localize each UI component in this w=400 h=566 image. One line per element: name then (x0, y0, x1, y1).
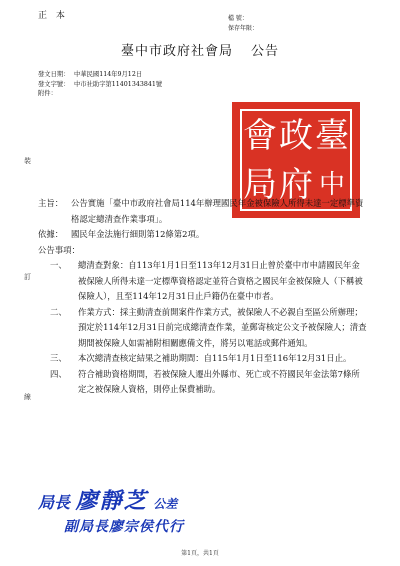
file-info (228, 14, 298, 34)
list-item (38, 367, 368, 398)
item-text: 總清查對象：自113年1月1日至113年12月31日止曾於臺中市申請國民年金被保險人所得未達一定標準資格認定並符合資格之國民年金被保險人（下稱被保險人），且至114年12月31日止戶籍仍在臺中市者。 (78, 260, 363, 301)
copy-mark: 正 本 (38, 11, 68, 21)
announcement-body (38, 196, 368, 398)
list-item (38, 305, 368, 352)
seal-char: 中 (318, 169, 345, 200)
director-title: 局長 (38, 493, 71, 512)
signature-block (38, 490, 184, 538)
deputy-signature: 副局長廖宗侯代行 (64, 519, 184, 535)
seal-char: 臺 (315, 115, 349, 156)
seal-char: 會 (243, 115, 277, 156)
items-heading: 公告事項： (38, 244, 80, 255)
seal-char: 政 (279, 115, 313, 156)
seal-char: 局 (243, 164, 277, 205)
item-number: 一、 (50, 260, 67, 270)
list-item (38, 351, 368, 367)
list-item (38, 258, 368, 305)
director-signature (38, 490, 184, 516)
basis-section (38, 227, 368, 243)
document-meta (38, 70, 162, 99)
item-text: 符合補助資格期間，若被保險人遷出外縣市、死亡或不符國民年金法第7條所定之被保險人資格，則停止保費補助。 (78, 368, 360, 394)
seal-char: 府 (279, 164, 313, 205)
binding-line (24, 0, 34, 566)
director-name: 廖靜芝 (75, 489, 148, 514)
agency-name: 臺中市政府社會局 (120, 44, 233, 59)
attachment-label: 附件： (38, 90, 57, 97)
subject-text: 公告實施「臺中市政府社會局114年辦理國民年金被保險人所得未達一定標準資格認定總清查作業事項」。 (71, 198, 364, 224)
item-number: 二、 (50, 306, 67, 317)
ref-value: 中市社助字第11401343841號 (74, 80, 163, 88)
retention-label: 保存年限： (228, 25, 259, 32)
binding-mark-bottom: 線 (24, 393, 31, 401)
page-title (0, 40, 400, 59)
date-value: 中華民國114年9月12日 (74, 71, 143, 78)
subject-section (38, 196, 368, 227)
item-number: 三、 (50, 353, 67, 363)
page-number: 第1頁，共1頁 (181, 550, 219, 557)
item-text: 作業方式：採主動清查前開案件作業方式，被保險人不必親自至區公所辦理；預定於114年12月31日前完成總清查作業，並郵寄核定公文予被保險人；清查期間被保險人如需補附相關應備文件，將另以電話或郵件通知。 (78, 306, 367, 348)
basis-text: 國民年金法施行細則第12條第2項。 (71, 229, 205, 239)
binding-mark-top: 裝 (24, 157, 31, 165)
director-leave-note: 公差 (153, 497, 178, 511)
file-number-label: 檔 號： (228, 15, 248, 22)
binding-mark-middle: 訂 (24, 273, 31, 281)
item-text: 本次總清查核定結果之補助期間：自115年1月1日至116年12月31日止。 (78, 353, 352, 363)
document-type: 公告 (251, 44, 280, 59)
basis-label: 依據： (38, 229, 64, 239)
subject-label: 主旨： (38, 198, 64, 208)
ref-label: 發文字號： (38, 80, 70, 88)
date-label: 發文日期： (38, 71, 70, 78)
item-number: 四、 (50, 368, 67, 379)
